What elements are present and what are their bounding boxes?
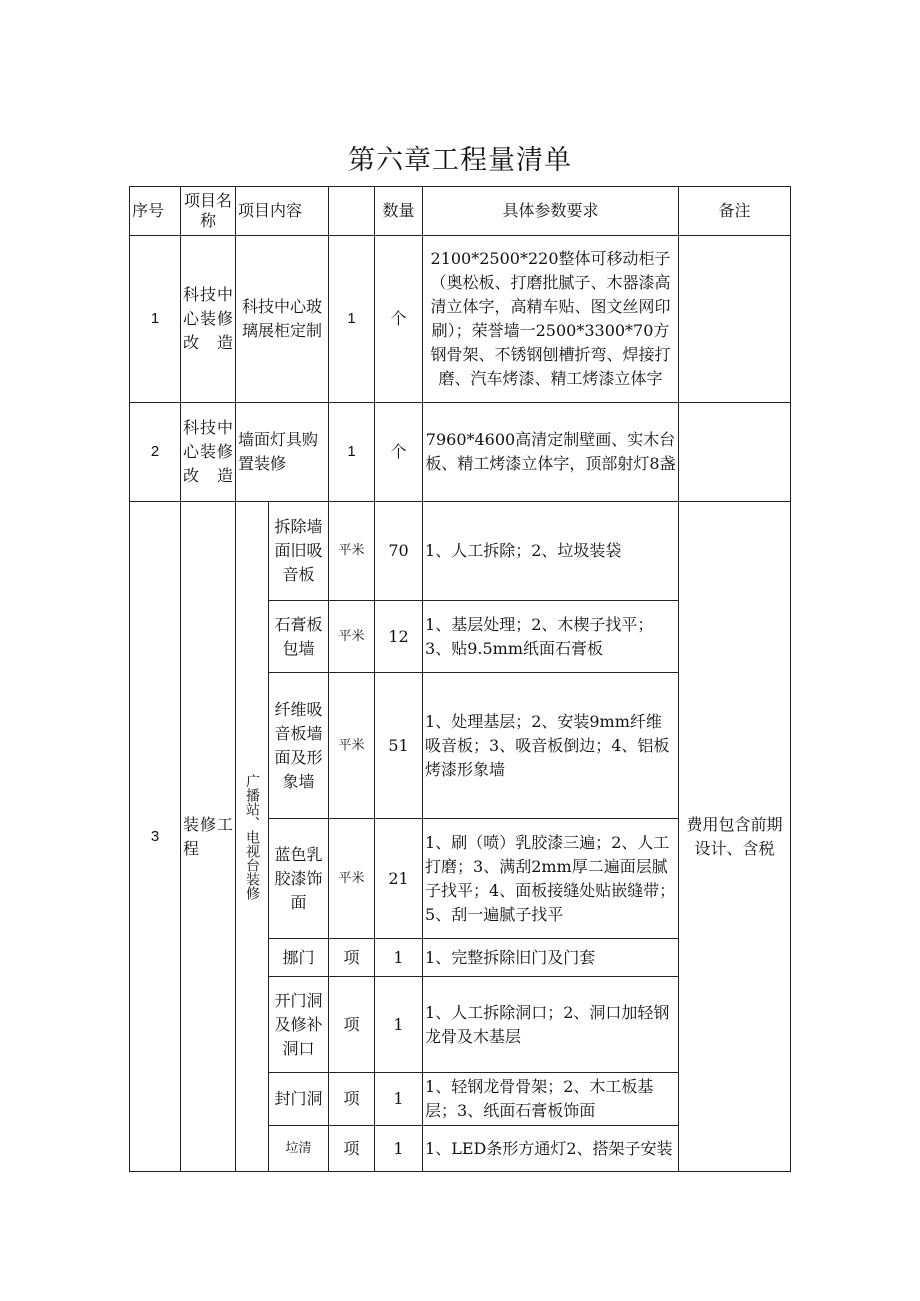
row-qty: 1: [329, 403, 375, 502]
row-seq: 1: [130, 236, 181, 403]
row-unit: 个: [375, 236, 423, 403]
item-unit: 平米: [329, 819, 375, 939]
item-spec: 1、刷（喷）乳胶漆三遍；2、人工打磨；3、满刮2mm厚二遍面层腻子找平；4、面板接缝处贴嵌缝带；5、刮一遍腻子找平: [423, 819, 679, 939]
bill-of-quantities-table: [129, 186, 791, 1172]
item-spec: 1、LED条形方通灯2、搭架子安装: [423, 1126, 679, 1172]
item-spec: 1、人工拆除洞口；2、洞口加轻钢龙骨及木基层: [423, 977, 679, 1073]
item-qty: 12: [375, 601, 423, 673]
item-unit: 平米: [329, 673, 375, 819]
item-spec: 1、处理基层；2、安装9mm纤维吸音板；3、吸音板倒边；4、铝板烤漆形象墙: [423, 673, 679, 819]
item-unit: 平米: [329, 502, 375, 601]
item-spec: 1、基层处理；2、木楔子找平；3、贴9.5mm纸面石膏板: [423, 601, 679, 673]
item-content: 纤维吸音板墙面及形象墙: [269, 673, 329, 819]
table-row: [130, 403, 791, 502]
header-remark: 备注: [679, 187, 791, 236]
group-sub-label: 广播站、电视台装修: [244, 773, 260, 900]
group-sub: [236, 502, 269, 1172]
header-qty: 数量: [375, 187, 423, 236]
header-seq: 序号: [130, 187, 181, 236]
row-content: 科技中心玻璃展柜定制: [236, 236, 329, 403]
item-content: 拆除墙面旧吸音板: [269, 502, 329, 601]
header-row: [130, 187, 791, 236]
item-spec: 1、轻钢龙骨骨架；2、木工板基层；3、纸面石膏板饰面: [423, 1073, 679, 1126]
group-seq: 3: [130, 502, 181, 1172]
table-row: [130, 502, 791, 601]
item-content: 垃清: [269, 1126, 329, 1172]
item-qty: 21: [375, 819, 423, 939]
row-spec: 2100*2500*220整体可移动柜子（奥松板、打磨批腻子、木器漆高清立体字，高精车贴、图文丝网印刷）；荣誉墙一2500*3300*70方钢骨架、不锈钢刨槽折弯、焊接打磨、汽车烤漆、精工烤漆立体字: [423, 236, 679, 403]
item-qty: 1: [375, 939, 423, 977]
row-spec: 7960*4600高清定制壁画、实木台板、精工烤漆立体字，顶部射灯8盏: [423, 403, 679, 502]
item-qty: 1: [375, 1126, 423, 1172]
row-qty: 1: [329, 236, 375, 403]
row-remark: [679, 403, 791, 502]
item-qty: 1: [375, 977, 423, 1073]
row-name: 科技中心装修改造: [181, 403, 236, 502]
row-seq: 2: [130, 403, 181, 502]
row-content: 墙面灯具购置装修: [236, 403, 329, 502]
header-name: 项目名称: [181, 187, 236, 236]
page-title: 第六章工程量清单: [348, 145, 572, 176]
item-qty: 1: [375, 1073, 423, 1126]
item-qty: 70: [375, 502, 423, 601]
item-content: 石膏板包墙: [269, 601, 329, 673]
item-unit: 平米: [329, 601, 375, 673]
header-spec: 具体参数要求: [423, 187, 679, 236]
item-content: 封门洞: [269, 1073, 329, 1126]
item-content: 蓝色乳胶漆饰面: [269, 819, 329, 939]
header-blank: [329, 187, 375, 236]
item-unit: 项: [329, 939, 375, 977]
item-unit: 项: [329, 1073, 375, 1126]
header-content: 项目内容: [236, 187, 329, 236]
group-remark: 费用包含前期设计、含税: [679, 502, 791, 1172]
row-remark: [679, 236, 791, 403]
item-unit: 项: [329, 977, 375, 1073]
item-content: 开门洞及修补洞口: [269, 977, 329, 1073]
item-spec: 1、完整拆除旧门及门套: [423, 939, 679, 977]
row-unit: 个: [375, 403, 423, 502]
group-name: 装修工程: [181, 502, 236, 1172]
table-row: [130, 236, 791, 403]
item-content: 挪门: [269, 939, 329, 977]
row-name: 科技中心装修改造: [181, 236, 236, 403]
item-spec: 1、人工拆除；2、垃圾装袋: [423, 502, 679, 601]
item-unit: 项: [329, 1126, 375, 1172]
item-qty: 51: [375, 673, 423, 819]
